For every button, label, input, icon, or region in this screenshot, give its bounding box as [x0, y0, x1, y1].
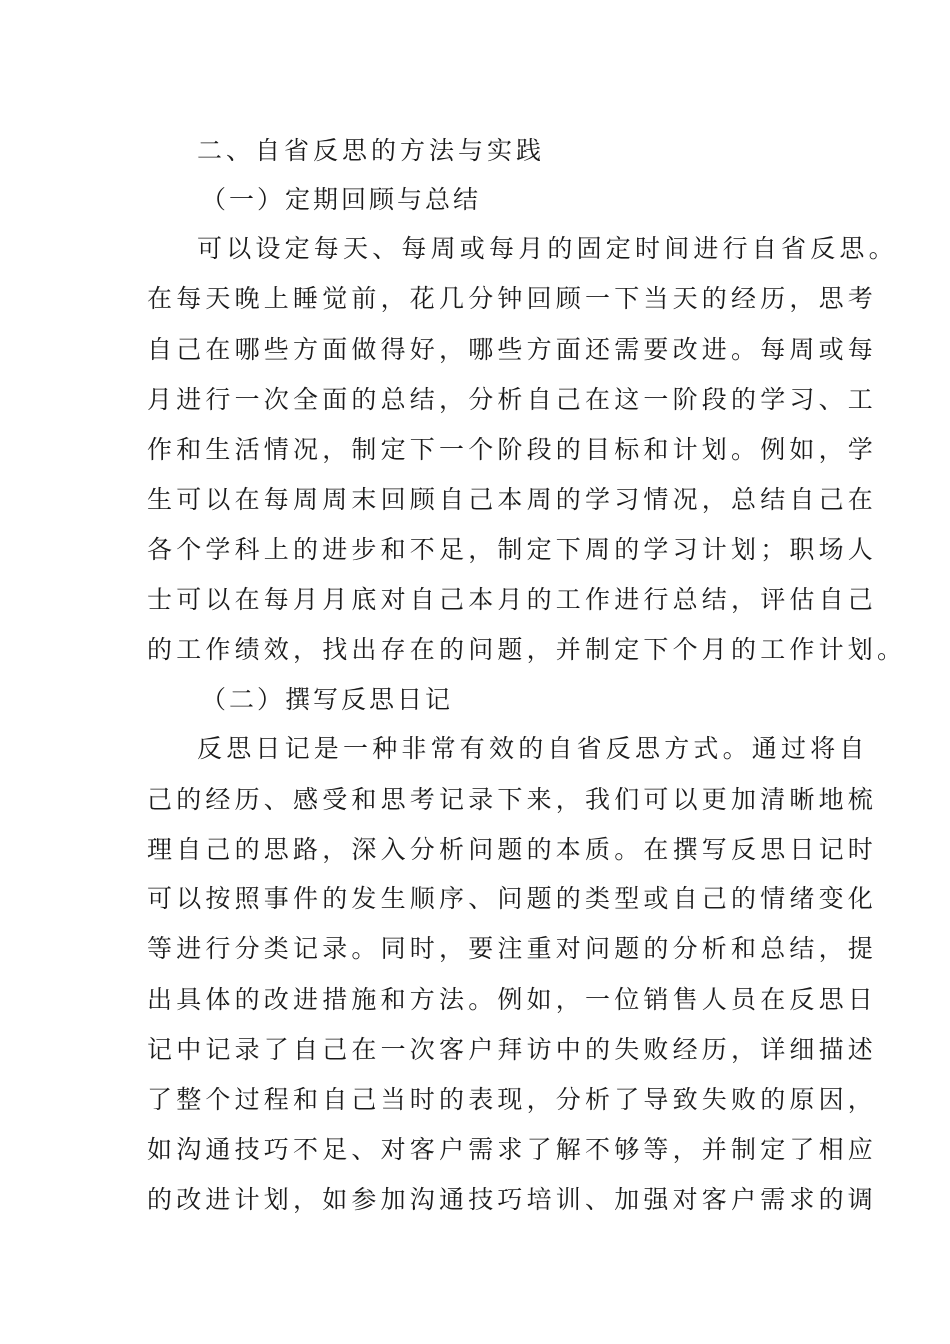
paragraph-2-line-6: 出具体的改进措施和方法。例如，一位销售人员在反思日: [147, 985, 878, 1014]
paragraph-1-line-7: 各个学科上的进步和不足，制定下周的学习计划；职场人: [147, 535, 878, 564]
section-heading: 二、自省反思的方法与实践: [197, 136, 546, 165]
paragraph-1-line-9: 的工作绩效，找出存在的问题，并制定下个月的工作计划。: [147, 635, 907, 664]
paragraph-1-line-4: 月进行一次全面的总结，分析自己在这一阶段的学习、工: [147, 385, 878, 414]
paragraph-2-line-7: 记中记录了自己在一次客户拜访中的失败经历，详细描述: [147, 1035, 878, 1064]
paragraph-1-line-6: 生可以在每周周末回顾自己本周的学习情况，总结自己在: [147, 485, 878, 514]
paragraph-1-line-5: 作和生活情况，制定下一个阶段的目标和计划。例如，学: [147, 435, 878, 464]
paragraph-2-line-10: 的改进计划，如参加沟通技巧培训、加强对客户需求的调: [147, 1185, 878, 1214]
paragraph-1-line-8: 士可以在每月月底对自己本月的工作进行总结，评估自己: [147, 585, 878, 614]
paragraph-1-line-1: 可以设定每天、每周或每月的固定时间进行自省反思。: [197, 234, 898, 263]
paragraph-1-line-3: 自己在哪些方面做得好，哪些方面还需要改进。每周或每: [147, 335, 878, 364]
subsection-title-1: （一）定期回顾与总结: [201, 185, 482, 214]
paragraph-2-line-2: 己的经历、感受和思考记录下来，我们可以更加清晰地梳: [147, 785, 878, 814]
paragraph-2-line-4: 可以按照事件的发生顺序、问题的类型或自己的情绪变化: [147, 884, 878, 913]
paragraph-2-line-9: 如沟通技巧不足、对客户需求了解不够等，并制定了相应: [147, 1135, 878, 1164]
paragraph-1-line-2: 在每天晚上睡觉前，花几分钟回顾一下当天的经历，思考: [147, 284, 878, 313]
paragraph-2-line-8: 了整个过程和自己当时的表现，分析了导致失败的原因，: [147, 1085, 878, 1114]
paragraph-2-line-3: 理自己的思路，深入分析问题的本质。在撰写反思日记时: [147, 835, 878, 864]
subsection-title-2: （二）撰写反思日记: [201, 685, 454, 714]
paragraph-2-line-5: 等进行分类记录。同时，要注重对问题的分析和总结，提: [147, 934, 878, 963]
paragraph-2-line-1: 反思日记是一种非常有效的自省反思方式。通过将自: [197, 734, 869, 763]
